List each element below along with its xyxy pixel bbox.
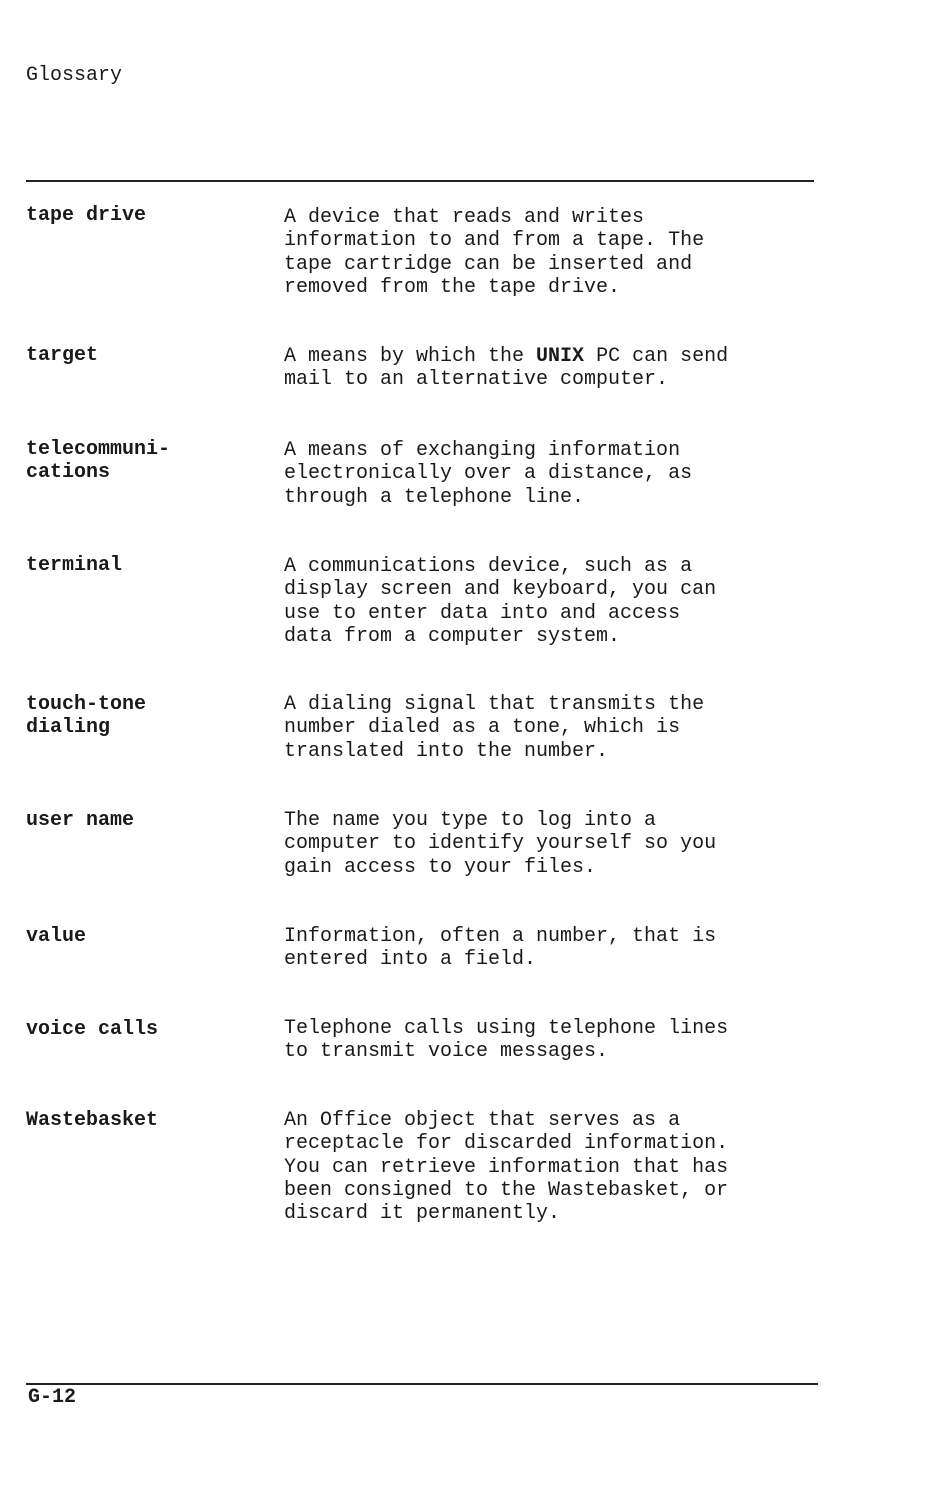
definition: Telephone calls using telephone lines to transmit voice messages. — [284, 1017, 729, 1064]
definition-bold-unix: UNIX — [536, 345, 585, 368]
definition: The name you type to log into a computer to identify yourself so you gain access to your files. — [284, 809, 717, 879]
definition — [284, 345, 844, 392]
top-divider — [26, 180, 814, 182]
definition: An Office object that serves as a receptacle for discarded information. You can retrieve information that has been consigned to the Wastebasket, or discard it permanently. — [284, 1109, 729, 1226]
definition: A device that reads and writes information to and from a tape. The tape cartridge can be inserted and removed from the tape drive. — [284, 206, 705, 299]
term: terminal — [26, 554, 123, 577]
definition: A communications device, such as a display screen and keyboard, you can use to enter data into and access data from a computer system. — [284, 555, 717, 648]
page-number: G-12 — [28, 1386, 77, 1409]
term: value — [26, 925, 87, 948]
term: tape drive — [26, 204, 147, 227]
bottom-divider — [26, 1383, 818, 1385]
term: voice calls — [26, 1018, 159, 1041]
page-header-title: Glossary — [26, 64, 123, 87]
definition: A means of exchanging information electronically over a distance, as through a telephone line. — [284, 439, 693, 509]
term: telecommuni- cations — [26, 438, 171, 484]
definition: Information, often a number, that is entered into a field. — [284, 925, 717, 972]
term: target — [26, 344, 99, 367]
definition: A dialing signal that transmits the number dialed as a tone, which is translated into the number. — [284, 693, 705, 763]
term: Wastebasket — [26, 1109, 159, 1132]
definition-text-after: PC can send mail to an alternative computer. — [284, 345, 729, 392]
term: touch-tone dialing — [26, 693, 147, 739]
term: user name — [26, 809, 135, 832]
definition-text-before: A means by which the — [284, 345, 537, 368]
